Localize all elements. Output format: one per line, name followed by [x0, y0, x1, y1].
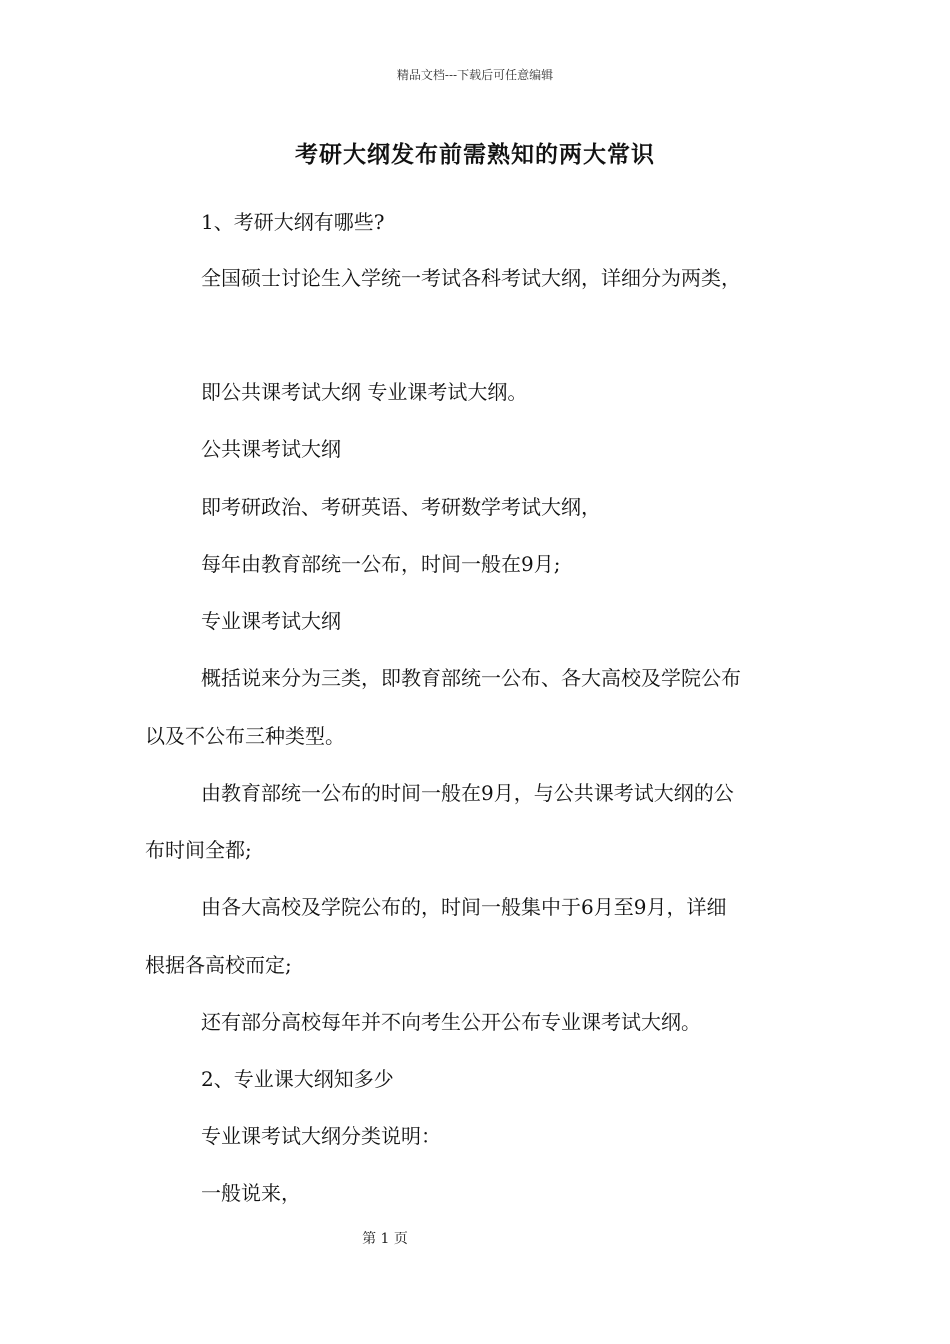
paragraph-line: 还有部分高校每年并不向考生公开公布专业课考试大纲。: [201, 1010, 701, 1034]
header-note: 精品文档---下载后可任意编辑: [396, 68, 554, 82]
paragraph-line: 根据各高校而定;: [145, 953, 292, 977]
paragraph-line: 每年由教育部统一公布，时间一般在9月;: [201, 552, 561, 576]
paragraph-line: 专业课考试大纲分类说明：: [201, 1124, 441, 1148]
paragraph-line: 2、专业课大纲知多少: [201, 1067, 394, 1091]
paragraph-line: 公共课考试大纲: [201, 437, 341, 461]
paragraph-line: 1、考研大纲有哪些?: [201, 210, 385, 234]
paragraph-line: 概括说来分为三类，即教育部统一公布、各大高校及学院公布: [201, 666, 741, 690]
paragraph-line: 即考研政治、考研英语、考研数学考试大纲，: [201, 495, 601, 519]
paragraph-line: 由教育部统一公布的时间一般在9月，与公共课考试大纲的公: [201, 781, 734, 805]
paragraph-line: 以及不公布三种类型。: [145, 724, 345, 748]
paragraph-line: 布时间全都;: [145, 838, 252, 862]
page-number: 第 1 页: [362, 1231, 408, 1247]
paragraph-line: 一般说来，: [201, 1181, 301, 1205]
document-title: 考研大纲发布前需熟知的两大常识: [295, 141, 655, 168]
paragraph-line: 即公共课考试大纲 专业课考试大纲。: [201, 380, 528, 404]
paragraph-line: 专业课考试大纲: [201, 609, 341, 633]
paragraph-line: 由各大高校及学院公布的，时间一般集中于6月至9月，详细: [201, 895, 727, 919]
paragraph-line: 全国硕士讨论生入学统一考试各科考试大纲，详细分为两类，: [201, 266, 741, 290]
